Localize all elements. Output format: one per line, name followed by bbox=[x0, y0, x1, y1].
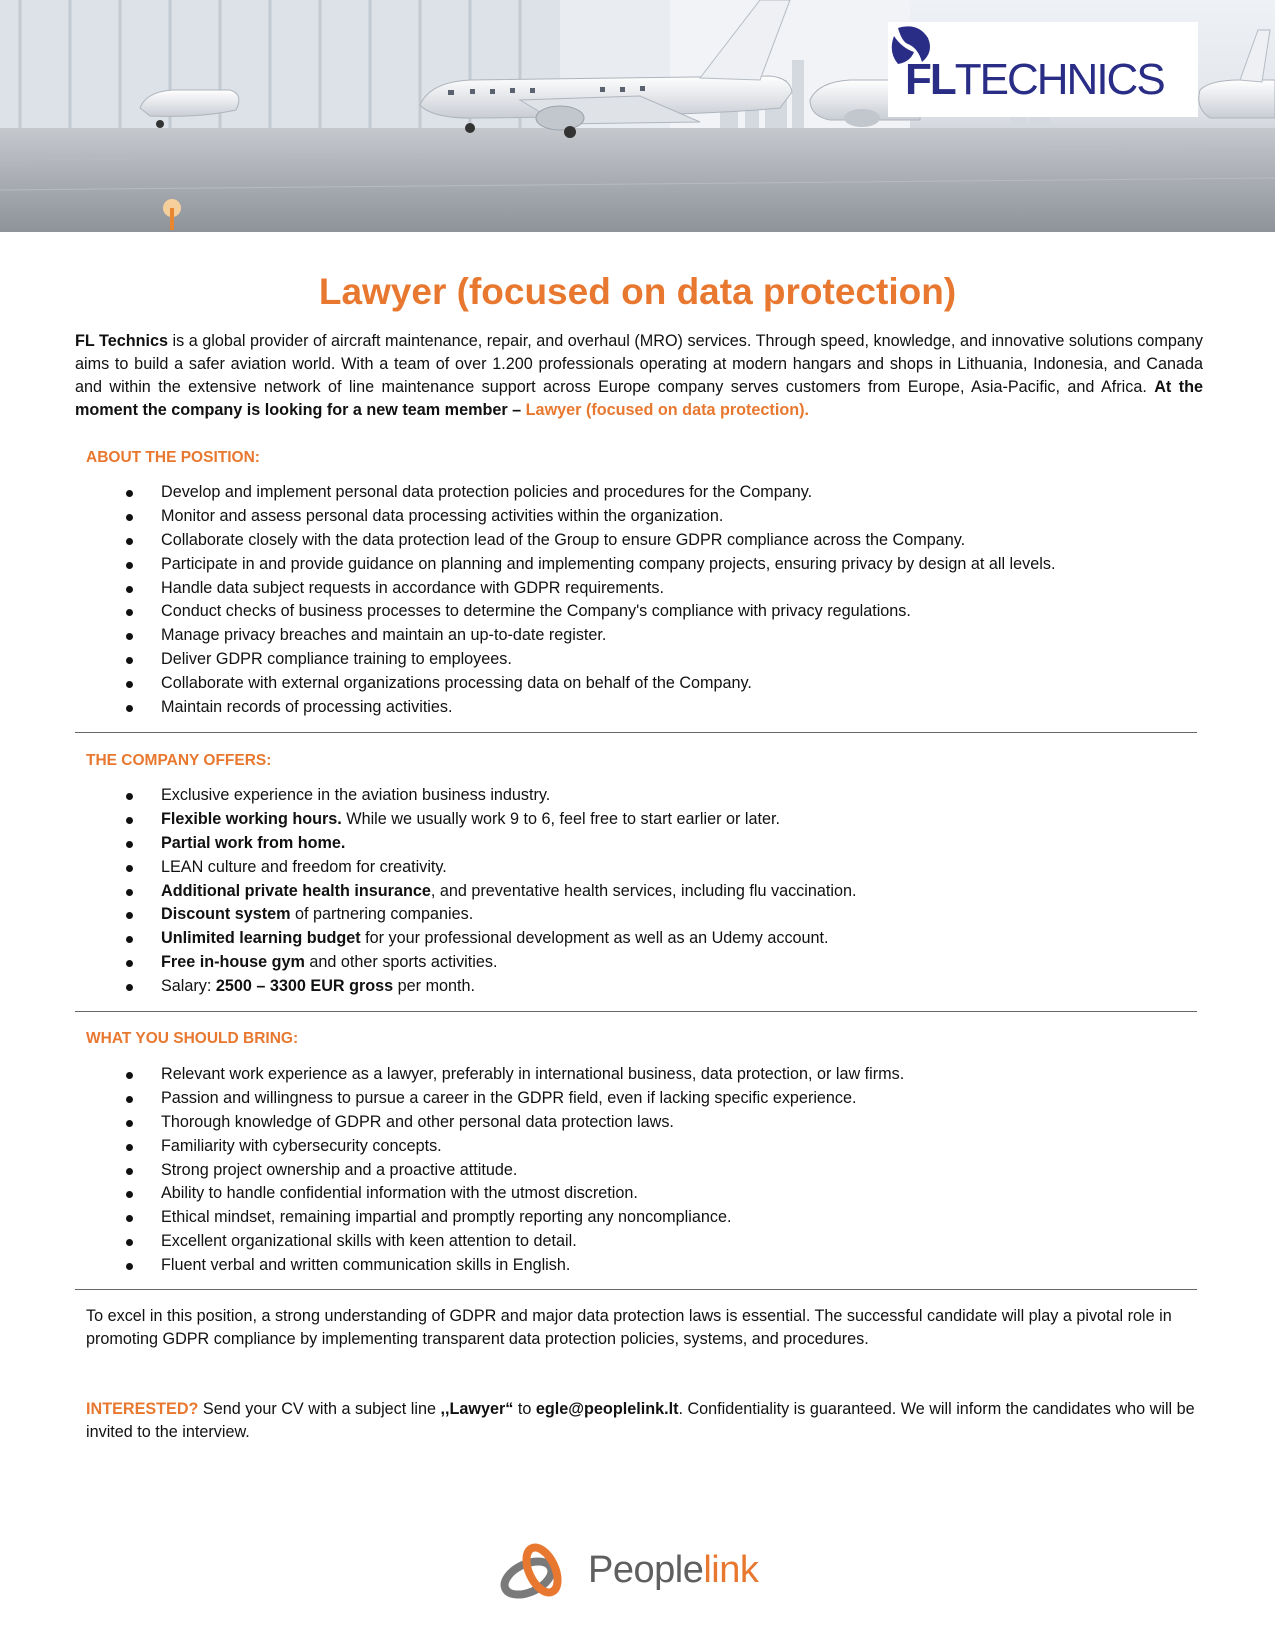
list-item: Maintain records of processing activities. bbox=[126, 696, 1186, 720]
offers-list bbox=[126, 784, 1186, 999]
contact-paragraph: INTERESTED? Send your CV with a subject line ,,Lawyer“ to egle@peoplelink.lt. Confidentiality is guaranteed. We will inform the candidates who will be invited to the interview. bbox=[86, 1400, 1195, 1441]
bring-heading: WHAT YOU SHOULD BRING: bbox=[86, 1030, 299, 1047]
list-item: Collaborate with external organizations processing data on behalf of the Company. bbox=[126, 672, 1186, 696]
list-item: Thorough knowledge of GDPR and other personal data protection laws. bbox=[126, 1111, 1186, 1135]
fl-technics-swirl-icon bbox=[888, 22, 934, 68]
position-name: Lawyer (focused on data protection). bbox=[525, 401, 809, 419]
company-name: FL Technics bbox=[75, 332, 168, 350]
list-item: Partial work from home. bbox=[126, 832, 1186, 856]
list-item: Unlimited learning budget for your professional development as well as an Udemy account. bbox=[126, 927, 1186, 951]
list-item: Conduct checks of business processes to determine the Company's compliance with privacy regulations. bbox=[126, 600, 1186, 624]
about-heading: ABOUT THE POSITION: bbox=[86, 449, 260, 466]
list-item: Fluent verbal and written communication skills in English. bbox=[126, 1254, 1186, 1278]
interested-label: INTERESTED? bbox=[86, 1400, 199, 1418]
list-item: Monitor and assess personal data processing activities within the organization. bbox=[126, 505, 1186, 529]
fl-technics-logo bbox=[888, 22, 1198, 117]
list-item: Excellent organizational skills with keen attention to detail. bbox=[126, 1230, 1186, 1254]
list-item: Exclusive experience in the aviation business industry. bbox=[126, 784, 1186, 808]
list-item: Manage privacy breaches and maintain an up-to-date register. bbox=[126, 624, 1186, 648]
list-item: Deliver GDPR compliance training to employees. bbox=[126, 648, 1186, 672]
offers-heading: THE COMPANY OFFERS: bbox=[86, 752, 272, 769]
list-item: LEAN culture and freedom for creativity. bbox=[126, 856, 1186, 880]
list-item: Flexible working hours. While we usually work 9 to 6, feel free to start earlier or later. bbox=[126, 808, 1186, 832]
list-item: Ethical mindset, remaining impartial and promptly reporting any noncompliance. bbox=[126, 1206, 1186, 1230]
logo-wordmark: FLTECHNICS bbox=[905, 55, 1164, 104]
list-item: Passion and willingness to pursue a career in the GDPR field, even if lacking specific experience. bbox=[126, 1087, 1186, 1111]
list-item: Participate in and provide guidance on planning and implementing company projects, ensuring privacy by design at all levels. bbox=[126, 553, 1186, 577]
list-item: Develop and implement personal data protection policies and procedures for the Company. bbox=[126, 481, 1186, 505]
hero-banner bbox=[0, 0, 1275, 232]
list-item: Free in-house gym and other sports activities. bbox=[126, 951, 1186, 975]
divider bbox=[75, 1011, 1197, 1012]
list-item: Ability to handle confidential information with the utmost discretion. bbox=[126, 1182, 1186, 1206]
list-item: Handle data subject requests in accordance with GDPR requirements. bbox=[126, 577, 1186, 601]
peoplelink-rings-icon bbox=[498, 1540, 578, 1610]
list-item: Collaborate closely with the data protection lead of the Group to ensure GDPR compliance across the Company. bbox=[126, 529, 1186, 553]
divider bbox=[75, 1289, 1197, 1290]
divider bbox=[75, 732, 1197, 733]
list-item: Additional private health insurance, and preventative health services, including flu vaccination. bbox=[126, 880, 1186, 904]
list-item: Discount system of partnering companies. bbox=[126, 903, 1186, 927]
peoplelink-wordmark: Peoplelink bbox=[588, 1549, 759, 1591]
summary-paragraph: To excel in this position, a strong understanding of GDPR and major data protection laws is essential. The successful candidate will play a pivotal role in promoting GDPR compliance by implementing transparent data protection policies, systems, and procedures. bbox=[86, 1307, 1172, 1348]
salary-item: Salary: 2500 – 3300 EUR gross per month. bbox=[126, 975, 1186, 999]
job-title: Lawyer (focused on data protection) bbox=[318, 271, 957, 312]
subject-line: ,,Lawyer“ bbox=[440, 1400, 514, 1418]
list-item: Strong project ownership and a proactive attitude. bbox=[126, 1159, 1186, 1183]
bring-list bbox=[126, 1063, 1186, 1278]
peoplelink-logo bbox=[498, 1540, 788, 1610]
about-list bbox=[126, 481, 1186, 720]
intro-paragraph: FL Technics is a global provider of aircraft maintenance, repair, and overhaul (MRO) services. Through speed, knowledge, and innovative solutions company aims to build a safer aviation world. With a team of over 1.200 professionals operating at modern hangars and shops in Lithuania, Indonesia, and Canada and within the extensive network of line maintenance support across Europe company serves customers from Europe, Asia-Pacific, and Africa. At the moment the company is looking for a new team member – Lawyer (focused on data protection). bbox=[75, 332, 1204, 419]
contact-email[interactable]: egle@peoplelink.lt bbox=[535, 1400, 679, 1418]
list-item: Relevant work experience as a lawyer, preferably in international business, data protection, or law firms. bbox=[126, 1063, 1186, 1087]
list-item: Familiarity with cybersecurity concepts. bbox=[126, 1135, 1186, 1159]
